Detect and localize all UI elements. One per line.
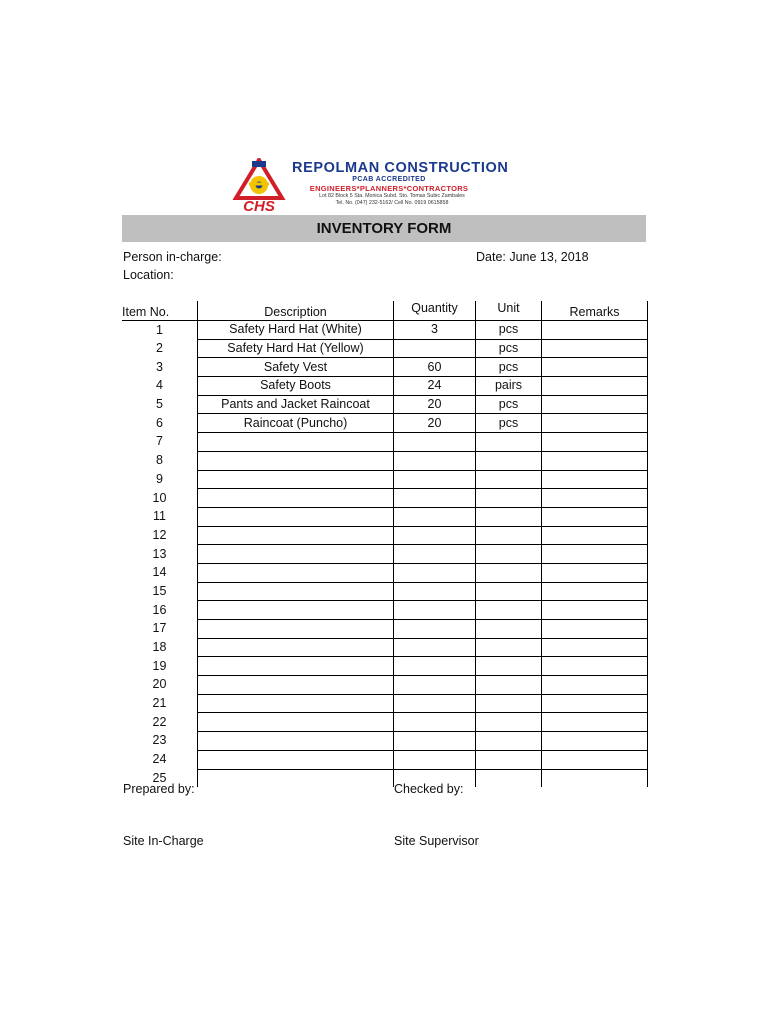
cell-remarks [542, 732, 648, 751]
cell-remarks [542, 750, 648, 769]
cell-quantity [394, 339, 476, 358]
cell-quantity: 3 [394, 321, 476, 340]
cell-description [198, 563, 394, 582]
person-in-charge-label: Person in-charge: [123, 250, 222, 264]
cell-unit [476, 545, 542, 564]
location-label: Location: [123, 268, 174, 282]
cell-item-no: 9 [156, 471, 163, 486]
cell-description [198, 769, 394, 787]
table-row [122, 451, 648, 470]
table-row [122, 470, 648, 489]
cell-item-no: 14 [152, 565, 167, 580]
cell-unit [476, 433, 542, 452]
prepared-by-label: Prepared by: [123, 782, 195, 796]
cell-description [198, 620, 394, 639]
cell-unit [476, 563, 542, 582]
table-row [122, 339, 648, 358]
cell-quantity [394, 582, 476, 601]
cell-item-no: 10 [152, 490, 167, 505]
cell-description [198, 657, 394, 676]
cell-item-no: 13 [152, 546, 167, 561]
cell-quantity [394, 470, 476, 489]
cell-description [198, 601, 394, 620]
table-body [122, 321, 648, 788]
cell-description [198, 526, 394, 545]
table-row [122, 657, 648, 676]
cell-remarks [542, 433, 648, 452]
cell-unit [476, 620, 542, 639]
cell-item-no: 12 [152, 527, 167, 542]
header-unit: Unit [476, 301, 542, 321]
site-in-charge-label: Site In-Charge [123, 834, 204, 848]
table-row [122, 377, 648, 396]
table-row [122, 732, 648, 751]
cell-remarks [542, 451, 648, 470]
table-row [122, 676, 648, 695]
table-row [122, 321, 648, 340]
table-row [122, 507, 648, 526]
cell-unit [476, 694, 542, 713]
inventory-table [122, 301, 648, 787]
cell-quantity [394, 620, 476, 639]
cell-remarks [542, 694, 648, 713]
cell-unit [476, 451, 542, 470]
cell-unit [476, 732, 542, 751]
cell-remarks [542, 507, 648, 526]
company-name: REPOLMAN CONSTRUCTION [292, 160, 509, 176]
cell-unit [476, 470, 542, 489]
cell-description [198, 694, 394, 713]
cell-description [198, 582, 394, 601]
table-row [122, 750, 648, 769]
table-header-row [122, 301, 648, 321]
cell-description [198, 713, 394, 732]
table-row [122, 620, 648, 639]
cell-quantity: 20 [394, 395, 476, 414]
cell-description: Pants and Jacket Raincoat [198, 395, 394, 414]
cell-quantity: 24 [394, 377, 476, 396]
cell-unit: pcs [476, 358, 542, 377]
cell-item-no: 11 [153, 509, 166, 524]
cell-description [198, 545, 394, 564]
table-row [122, 526, 648, 545]
checked-by-label: Checked by: [394, 782, 464, 796]
cell-description [198, 638, 394, 657]
cell-item-no: 8 [156, 453, 163, 468]
cell-quantity [394, 451, 476, 470]
company-accreditation: PCAB ACCREDITED [352, 176, 426, 183]
cell-item-no: 1 [156, 322, 163, 337]
cell-unit: pcs [476, 339, 542, 358]
cell-remarks [542, 545, 648, 564]
cell-description: Safety Hard Hat (White) [198, 321, 394, 340]
cell-remarks [542, 582, 648, 601]
cell-quantity: 60 [394, 358, 476, 377]
cell-quantity [394, 657, 476, 676]
cell-unit [476, 769, 542, 787]
cell-remarks [542, 601, 648, 620]
cell-unit [476, 526, 542, 545]
cell-item-no: 5 [156, 397, 163, 412]
table-row [122, 433, 648, 452]
cell-item-no: 3 [156, 359, 163, 374]
cell-quantity [394, 750, 476, 769]
cell-unit [476, 713, 542, 732]
cell-remarks [542, 470, 648, 489]
cell-remarks [542, 414, 648, 433]
cell-quantity [394, 676, 476, 695]
cell-unit [476, 676, 542, 695]
cell-quantity [394, 433, 476, 452]
cell-remarks [542, 339, 648, 358]
svg-text:CHS: CHS [243, 198, 275, 214]
cell-item-no: 6 [156, 415, 163, 430]
cell-remarks [542, 769, 648, 787]
cell-remarks [542, 657, 648, 676]
cell-description [198, 470, 394, 489]
cell-quantity: 20 [394, 414, 476, 433]
table-row [122, 582, 648, 601]
cell-item-no: 20 [152, 677, 167, 692]
header-item-no: Item No. [122, 301, 198, 321]
cell-description [198, 489, 394, 508]
cell-item-no: 17 [152, 621, 167, 636]
cell-item-no: 23 [152, 733, 167, 748]
table-row [122, 694, 648, 713]
company-logo [232, 158, 552, 214]
company-tagline: ENGINEERS*PLANNERS*CONTRACTORS [309, 184, 469, 193]
cell-quantity [394, 489, 476, 508]
cell-unit [476, 507, 542, 526]
cell-remarks [542, 377, 648, 396]
cell-quantity [394, 694, 476, 713]
cell-remarks [542, 489, 648, 508]
company-phone: Tel. No. (047) 232-5162/ Cell No. 0919 0615858 [335, 199, 449, 206]
cell-unit [476, 657, 542, 676]
cell-description [198, 507, 394, 526]
cell-unit [476, 582, 542, 601]
cell-remarks [542, 563, 648, 582]
cell-description [198, 433, 394, 452]
cell-unit [476, 638, 542, 657]
cell-description: Safety Hard Hat (Yellow) [198, 339, 394, 358]
cell-description [198, 676, 394, 695]
company-logo-mark-icon [232, 158, 286, 214]
cell-quantity [394, 526, 476, 545]
cell-item-no: 16 [152, 602, 167, 617]
table-row [122, 489, 648, 508]
cell-unit: pcs [476, 321, 542, 340]
cell-item-no: 18 [152, 640, 167, 655]
cell-quantity [394, 563, 476, 582]
cell-unit [476, 601, 542, 620]
cell-item-no: 25 [152, 770, 167, 785]
cell-quantity [394, 713, 476, 732]
header-remarks: Remarks [542, 301, 648, 321]
cell-remarks [542, 358, 648, 377]
cell-quantity [394, 601, 476, 620]
cell-remarks [542, 638, 648, 657]
cell-remarks [542, 395, 648, 414]
cell-unit: pairs [476, 377, 542, 396]
cell-remarks [542, 676, 648, 695]
cell-quantity [394, 507, 476, 526]
date-label: Date: June 13, 2018 [476, 250, 589, 264]
site-supervisor-label: Site Supervisor [394, 834, 479, 848]
cell-unit [476, 750, 542, 769]
table-row [122, 395, 648, 414]
header-quantity: Quantity [394, 301, 476, 321]
cell-item-no: 4 [156, 378, 163, 393]
cell-remarks [542, 321, 648, 340]
table-row [122, 713, 648, 732]
cell-quantity [394, 638, 476, 657]
table-row [122, 414, 648, 433]
cell-description: Safety Boots [198, 377, 394, 396]
table-row [122, 563, 648, 582]
cell-description: Safety Vest [198, 358, 394, 377]
cell-unit: pcs [476, 395, 542, 414]
header-description: Description [198, 301, 394, 321]
company-address: Lot 82 Block 5 Sta. Monica Subd. Sto. Tomas Subic Zambales [319, 193, 465, 199]
table-row [122, 601, 648, 620]
table-row [122, 358, 648, 377]
form-title: INVENTORY FORM [122, 215, 646, 242]
cell-item-no: 21 [152, 696, 167, 711]
cell-remarks [542, 620, 648, 639]
cell-description [198, 732, 394, 751]
cell-item-no: 19 [152, 658, 167, 673]
cell-description [198, 750, 394, 769]
cell-quantity [394, 545, 476, 564]
cell-description [198, 451, 394, 470]
cell-unit: pcs [476, 414, 542, 433]
table-row [122, 769, 648, 787]
cell-item-no: 15 [152, 583, 167, 598]
table-row [122, 545, 648, 564]
cell-item-no: 24 [152, 752, 167, 767]
table-row [122, 638, 648, 657]
cell-description: Raincoat (Puncho) [198, 414, 394, 433]
cell-item-no: 2 [156, 341, 163, 356]
cell-item-no: 22 [152, 714, 167, 729]
cell-quantity [394, 732, 476, 751]
cell-remarks [542, 713, 648, 732]
cell-remarks [542, 526, 648, 545]
cell-unit [476, 489, 542, 508]
cell-item-no: 7 [156, 434, 163, 449]
